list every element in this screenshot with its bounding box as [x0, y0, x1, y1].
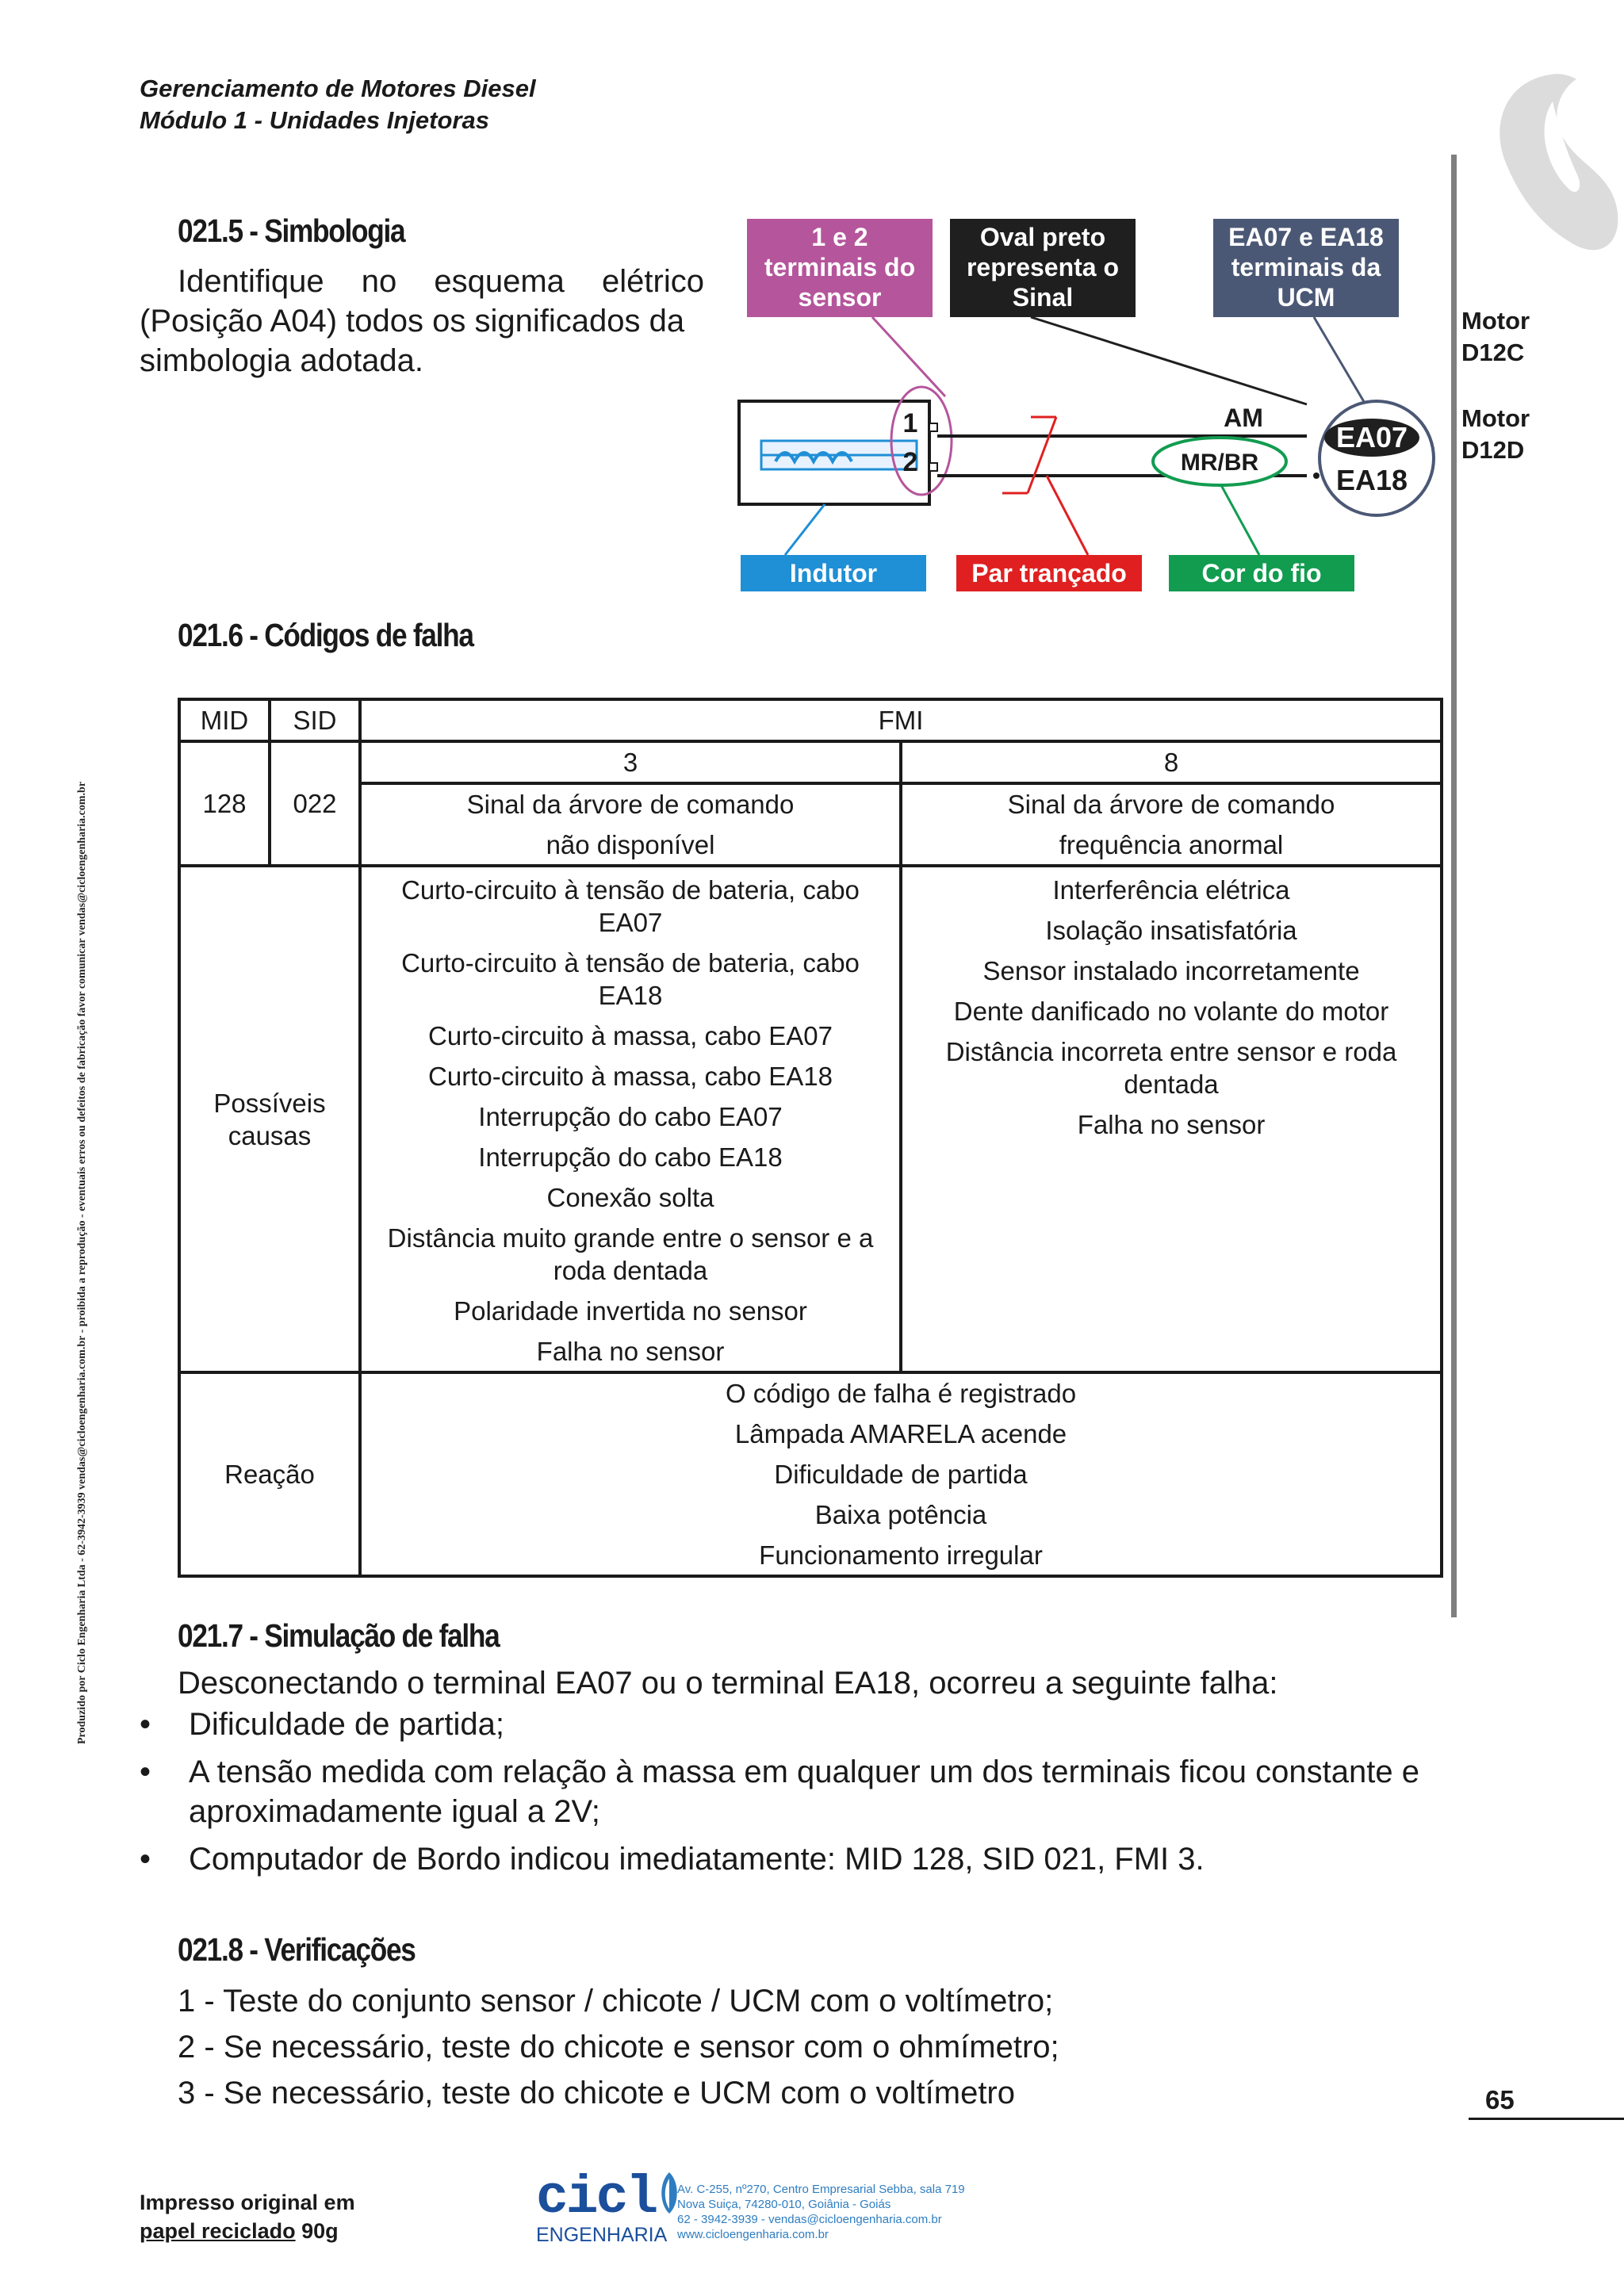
table-row: [179, 783, 1442, 866]
list-item: 3 - Se necessário, teste do chicote e UCM com o voltímetro: [178, 2076, 1015, 2110]
list-item: • Dificuldade de partida;: [140, 1707, 505, 1742]
table-row: [179, 866, 1442, 1372]
svg-text:terminais do: terminais do: [764, 253, 916, 281]
cell-causes-fmi-8: Interferência elétrica Isolação insatisfatória Sensor instalado incorretamente Dente danificado no volante do motor Distância incorreta entre sensor e roda dentada Falha no sensor: [901, 866, 1442, 1372]
list-item: • A tensão medida com relação à massa em qualquer um dos terminais ficou constante e aproximadamente igual a 2V;: [140, 1755, 1419, 1829]
motor-d12c-label: Motor D12C: [1461, 307, 1530, 366]
cell-reactions: O código de falha é registrado Lâmpada AMARELA acende Dificuldade de partida Baixa potência Funcionamento irregular: [360, 1372, 1442, 1576]
svg-text:EA18: EA18: [1335, 464, 1408, 496]
verificacoes-steps: [178, 1978, 1059, 2116]
svg-text:EA07 e EA18: EA07 e EA18: [1228, 223, 1384, 251]
cell-desc-fmi-3: Sinal da árvore de comando não disponível: [360, 783, 901, 866]
cell-reaction-label: Reação: [179, 1372, 360, 1576]
header-fmi: FMI: [360, 699, 1442, 741]
fault-code-table: [178, 698, 1443, 1578]
svg-text:Par trançado: Par trançado: [971, 559, 1127, 587]
printed-note: Impresso original em papel reciclado 90g: [140, 2191, 355, 2243]
ucm-connector: [1320, 401, 1434, 515]
header-mid: MID: [179, 699, 270, 741]
section-title-codigos: 021.6 - Códigos de falha: [178, 617, 473, 653]
header-line-1: Gerenciamento de Motores Diesel: [140, 75, 536, 102]
svg-text:MR/BR: MR/BR: [1180, 450, 1259, 476]
simulacao-bullet-list: [140, 1705, 1464, 1887]
cell-sid: 022: [270, 741, 360, 866]
header-line-2: Módulo 1 - Unidades Injetoras: [140, 106, 489, 134]
section-title-simbologia: 021.5 - Simbologia: [178, 212, 405, 249]
svg-text:UCM: UCM: [1277, 283, 1335, 312]
svg-text:2: 2: [902, 447, 918, 477]
cell-fmi-8: 8: [901, 741, 1442, 783]
table-row: [179, 1372, 1442, 1576]
document-header: [140, 73, 536, 136]
list-item: • Computador de Bordo indicou imediatamente: MID 128, SID 021, FMI 3.: [140, 1842, 1205, 1877]
list-item: 1 - Teste do conjunto sensor / chicote / UCM com o voltímetro;: [178, 1984, 1054, 2019]
simulacao-intro: Desconectando o terminal EA07 ou o terminal EA18, ocorreu a seguinte falha:: [178, 1666, 1278, 1701]
svg-text:1: 1: [902, 408, 918, 438]
svg-text:sensor: sensor: [798, 283, 882, 312]
simbologia-text: Identifique no esquema elétrico (Posição A04) todos os significados da simbologia adotada.: [140, 264, 704, 378]
company-logo: cicl ENGENHARIA: [536, 2171, 663, 2245]
svg-text:AM: AM: [1224, 404, 1263, 432]
cell-desc-fmi-8: Sinal da árvore de comando frequência anormal: [901, 783, 1442, 866]
decorative-logo-shape: [1457, 70, 1624, 260]
svg-text:Indutor: Indutor: [789, 559, 878, 587]
vertical-copyright: Produzido por Ciclo Engenharia Ltda - 62-3942-3939 vendas@cicloengenharia.com.br - proibida a reprodução - eventuais erros ou defeitos de fabricação favor comunicar vendas@cicloengenharia.com.br: [76, 781, 88, 1744]
svg-text:representa o: representa o: [966, 253, 1120, 281]
cell-mid: 128: [179, 741, 270, 866]
page-number-rule: [1469, 2118, 1624, 2120]
cell-causes-label: Possíveis causas: [179, 866, 360, 1372]
svg-text:terminais da: terminais da: [1231, 253, 1381, 281]
company-address: Av. C-255, nº270, Centro Empresarial Sebba, sala 719 Nova Suiça, 74280-010, Goiânia - Goiás 62 - 3942-3939 - vendas@cicloengenharia.com.br www.cicloengenharia.com.br: [677, 2183, 965, 2241]
cell-fmi-3: 3: [360, 741, 901, 783]
list-item: 2 - Se necessário, teste do chicote e sensor com o ohmímetro;: [178, 2030, 1059, 2064]
section-title-simulacao: 021.7 - Simulação de falha: [178, 1617, 500, 1654]
sensor-wiring-diagram: [714, 206, 1459, 603]
svg-text:1 e 2: 1 e 2: [811, 223, 868, 251]
motor-d12d-label: Motor D12D: [1461, 404, 1530, 464]
table-header-row: [179, 699, 1442, 741]
svg-text:EA07: EA07: [1335, 421, 1408, 453]
twisted-pair-mark: [1002, 417, 1056, 493]
header-sid: SID: [270, 699, 360, 741]
svg-text:Sinal: Sinal: [1012, 283, 1074, 312]
section-title-verificacoes: 021.8 - Verificações: [178, 1931, 416, 1968]
page-number: 65: [1485, 2085, 1515, 2114]
svg-text:Oval preto: Oval preto: [979, 223, 1106, 251]
table-row: [179, 741, 1442, 783]
cell-causes-fmi-3: Curto-circuito à tensão de bateria, cabo EA07 Curto-circuito à tensão de bateria, cabo EA18 Curto-circuito à massa, cabo EA07 Curto-circuito à massa, cabo EA18 Interrupção do cabo EA07 Interrupção do cabo EA18 Conexão solta Distância muito grande entre o sensor e a roda dentada Polaridade invertida no sensor Falha no sensor: [360, 866, 901, 1372]
svg-text:Cor do fio: Cor do fio: [1201, 559, 1322, 587]
